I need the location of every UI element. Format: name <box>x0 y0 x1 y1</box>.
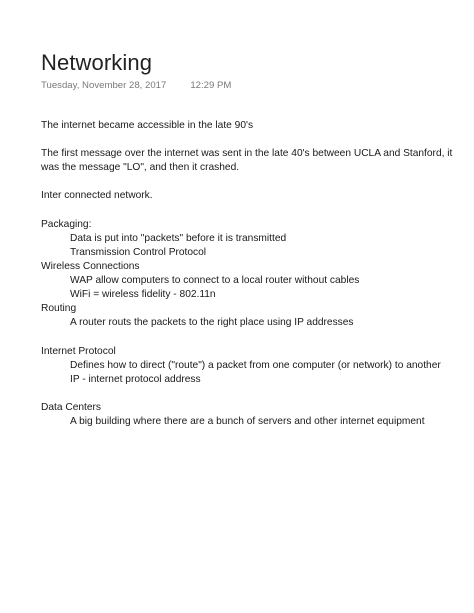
section-item: Defines how to direct ("route") a packet from one computer (or network) to another <box>70 359 441 371</box>
section-internet-protocol <box>41 345 466 387</box>
section-heading: Routing <box>41 303 77 315</box>
section-heading: Internet Protocol <box>41 345 116 357</box>
section-item: A router routs the packets to the right place using IP addresses <box>70 317 354 329</box>
spacer <box>41 330 466 344</box>
paragraph-first-message: The first message over the internet was sent in the late 40's between UCLA and Stanford, it was the message "LO", and then it crashed. <box>41 148 453 174</box>
spacer <box>41 387 466 401</box>
section-item: A big building where there are a bunch of servers and other internet equipment <box>70 415 425 427</box>
note-timestamp <box>41 80 231 91</box>
note-title: Networking <box>41 50 153 75</box>
section-data-centers <box>41 401 466 429</box>
section-heading: Data Centers <box>41 401 102 413</box>
section-item: WiFi = wireless fidelity - 802.11n <box>70 289 216 301</box>
section-item: WAP allow computers to connect to a local router without cables <box>70 275 360 287</box>
section-item: IP - internet protocol address <box>70 373 201 385</box>
note-time: 12:29 PM <box>190 80 232 91</box>
section-packaging <box>41 218 466 260</box>
section-heading: Packaging: <box>41 218 92 230</box>
note-body <box>41 119 466 429</box>
section-routing <box>41 302 466 330</box>
note-date: Tuesday, November 28, 2017 <box>41 80 167 91</box>
section-item: Data is put into "packets" before it is transmitted <box>70 232 287 244</box>
section-heading: Wireless Connections <box>41 260 140 272</box>
section-item: Transmission Control Protocol <box>70 246 207 258</box>
paragraph-inter-connected: Inter connected network. <box>41 190 153 202</box>
section-wireless-connections <box>41 260 466 302</box>
paragraph-internet-accessible: The internet became accessible in the late 90's <box>41 120 254 131</box>
